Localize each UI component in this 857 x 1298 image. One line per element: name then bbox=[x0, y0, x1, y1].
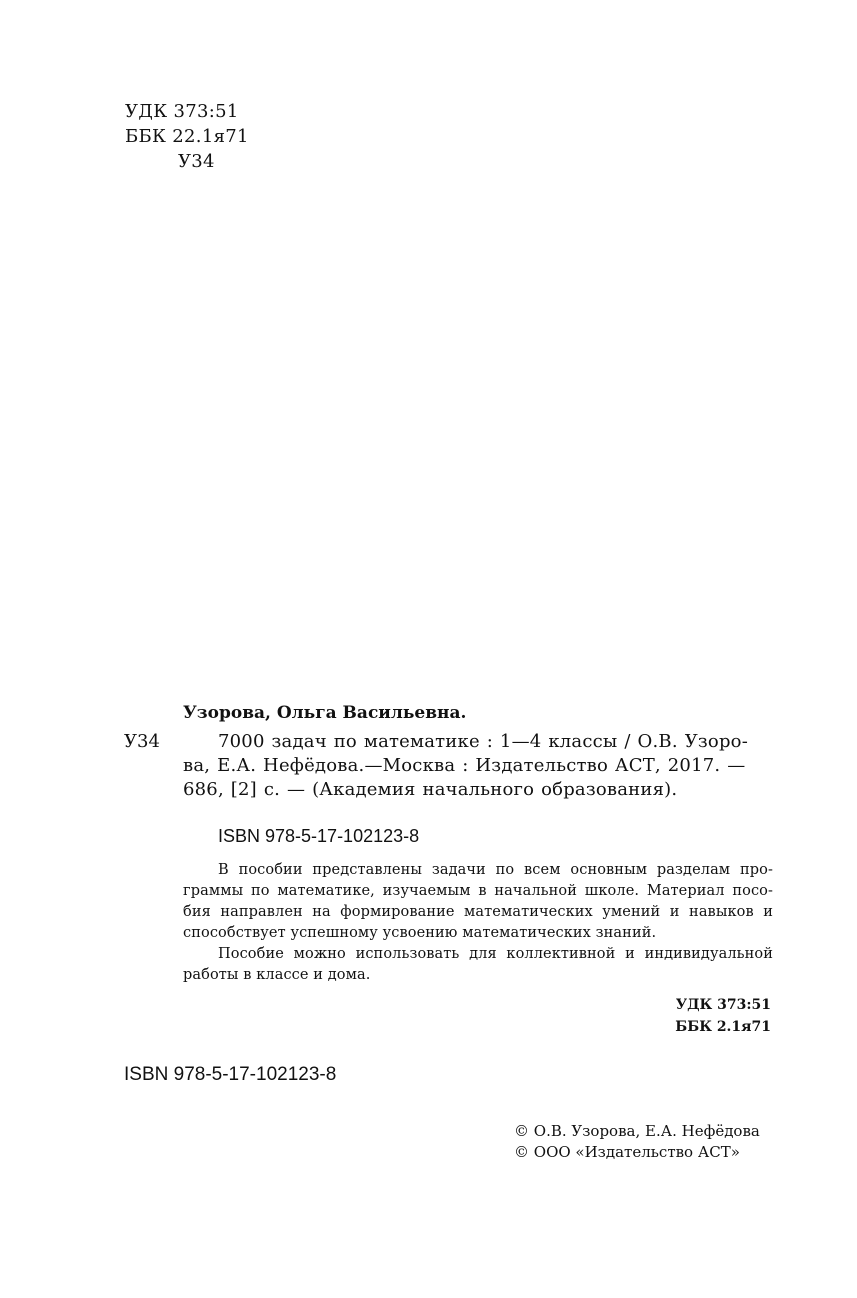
annotation bbox=[183, 860, 773, 986]
annotation-line: бия направлен на формирование математических умений и навыков и bbox=[183, 904, 773, 920]
card-title-line: ва, Е.А. Нефёдова.—Москва : Издательство АСТ, 2017. — bbox=[183, 755, 746, 776]
annotation-line: работы в классе и дома. bbox=[183, 967, 371, 983]
card-author: Узорова, Ольга Васильевна. bbox=[183, 703, 467, 723]
bbk-code: ББК 22.1я71 bbox=[125, 126, 249, 147]
card-author-sign: У34 bbox=[124, 731, 160, 752]
isbn: ISBN 978-5-17-102123-8 bbox=[124, 1064, 337, 1085]
annotation-line: В пособии представлены задачи по всем основным разделам про- bbox=[218, 862, 773, 878]
annotation-line: способствует успешному усвоению математических знаний. bbox=[183, 925, 657, 941]
annotation-line: Пособие можно использовать для коллективной и индивидуальной bbox=[218, 946, 773, 962]
udk-code: УДК 373:51 bbox=[125, 101, 239, 122]
annotation-line: граммы по математике, изучаемым в начальной школе. Материал посо- bbox=[183, 883, 773, 899]
card-title-line: 686, [2] с. — (Академия начального образования). bbox=[183, 779, 678, 800]
card-title-line: 7000 задач по математике : 1—4 классы / О.В. Узоро- bbox=[218, 731, 749, 752]
card-isbn: ISBN 978-5-17-102123-8 bbox=[218, 826, 420, 846]
udk-code-bold: УДК 373:51 bbox=[675, 997, 771, 1013]
copyright-authors: © О.В. Узорова, Е.А. Нефёдова bbox=[514, 1122, 760, 1140]
author-sign: У34 bbox=[178, 151, 215, 172]
bbk-code-bold: ББК 2.1я71 bbox=[675, 1019, 771, 1035]
copyright-publisher: © ООО «Издательство АСТ» bbox=[514, 1143, 740, 1161]
